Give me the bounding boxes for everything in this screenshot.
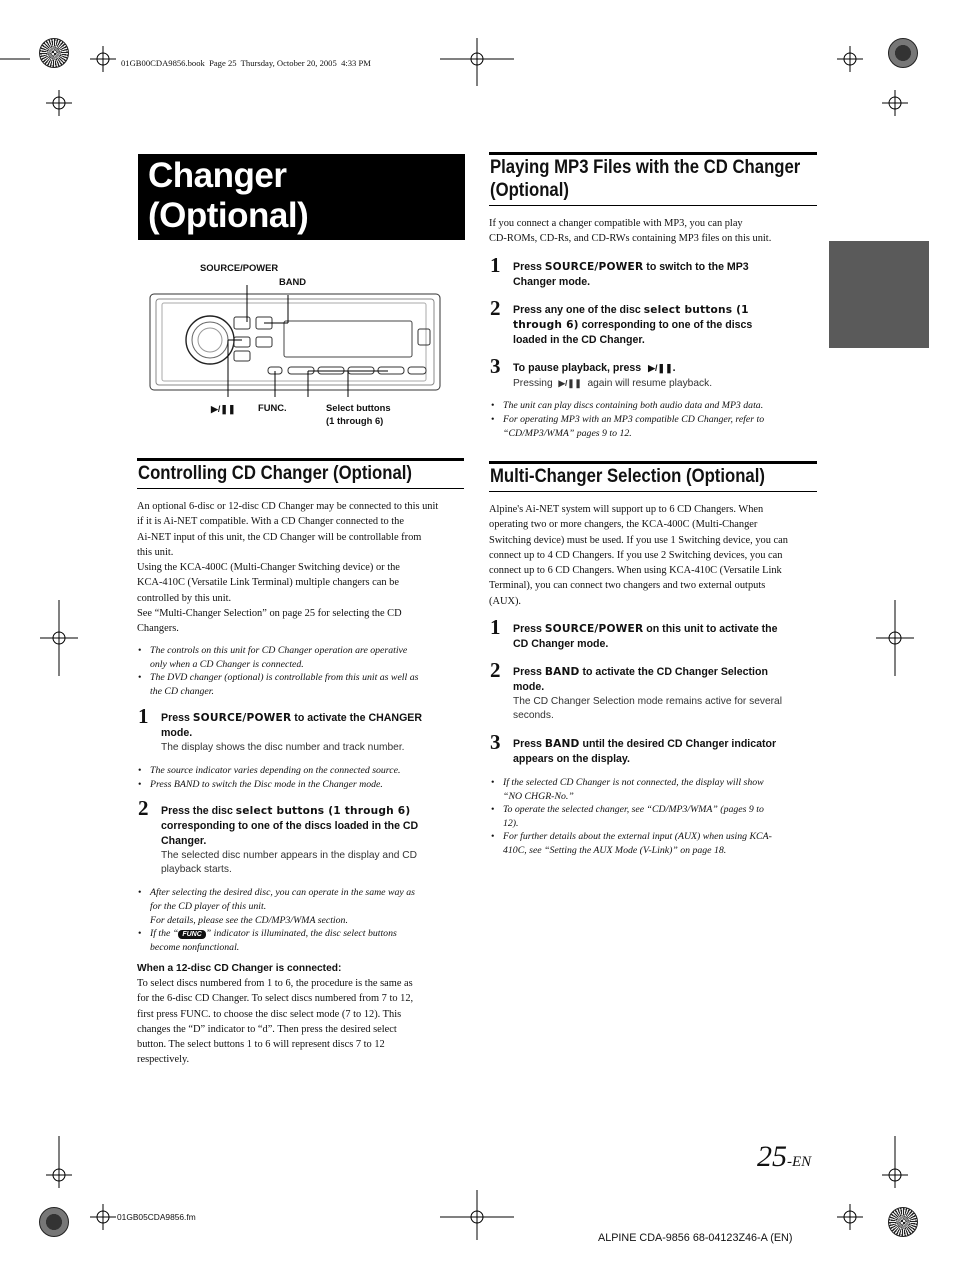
multi-step-3-text: Press BAND until the desired CD Changer indicator appears on the display. [513,738,777,765]
step-2-note-2: • If the “ FUNC ” indicator is illuminated, the disc select buttons become nonfunctional. [138,928,397,953]
section-rule-mp3 [489,152,817,155]
twelve-disc-heading: When a 12-disc CD Changer is connected: [137,963,342,974]
multi-step-1-text: Press SOURCE/POWER on this unit to activate the CD Changer mode. [513,623,778,650]
func-indicator-icon: FUNC [178,930,205,939]
play-pause-icon-small: ▶/❚❚ [558,378,582,388]
page-title-box [138,154,465,240]
mp3-step-1-text: Press SOURCE/POWER to switch to the MP3 Changer mode. [513,261,749,288]
print-header-info: 01GB00CDA9856.book Page 25 Thursday, October 20, 2005 4:33 PM [121,58,371,68]
multi-step-1-number: 1 [490,615,501,639]
mp3-step-3-number: 3 [490,354,501,378]
mp3-note-2: • For operating MP3 with an MP3 compatible CD Changer, refer to “CD/MP3/WMA” pages 9 to 12. [491,414,765,439]
section-rule-multi [489,461,817,464]
twelve-disc-text: To select discs numbered from 1 to 6, the procedure is the same as for the 6-disc CD Changer. To select discs numbered from 7 to 12, first press FUNC. to choose the disc select mode (7 to 12). This changes the “D” indicator to “d”. Then press the desired select button. The select buttons 1 to 6 will represent discs 7 to 12 respectively. [137,978,414,1066]
controlling-note-2: • The DVD changer (optional) is controllable from this unit as well as the CD changer. [138,672,419,697]
multi-step-3-number: 3 [490,730,501,754]
multi-note-3: • For further details about the external input (AUX) when using KCA- 410C, see “Setting the AUX Mode (V-Link)” on page 18. [491,831,772,856]
footer-file-ref: 01GB05CDA9856.fm [117,1212,196,1222]
section-rule-mp3-bottom [489,205,817,206]
multi-step-2-text: Press BAND to activate the CD Changer Selection mode. [513,666,768,693]
label-source-power: SOURCE/POWER [200,262,279,273]
multi-note-1: • If the selected CD Changer is not connected, the display will show “NO CHGR-No.” [491,777,764,802]
section-title-controlling: Controlling CD Changer (Optional) [138,463,412,484]
multi-note-2: • To operate the selected changer, see “CD/MP3/WMA” (pages 9 to 12). [491,804,764,829]
page-title-line-2: (Optional) [148,196,309,235]
section-thumb-tab [829,241,929,348]
mp3-intro: If you connect a changer compatible with MP3, you can play CD-ROMs, CD-Rs, and CD-RWs containing MP3 files on this unit. [489,218,772,245]
multi-intro: Alpine's Ai-NET system will support up to 6 CD Changers. When operating two or more changers, the KCA-400C (Multi-Changer Switching device) must be used. If you use 1 Switching device, you can connect up to 4 CD Changers. If you use 2 Switching devices, you can connect up to 6 CD Changers. When using KCA-410C (Versatile Link Terminal), you can connect two changers and two external outputs (AUX). [489,504,788,607]
step-2-subtext: The selected disc number appears in the display and CD playback starts. [161,850,417,875]
section-title-multi: Multi-Changer Selection (Optional) [490,466,765,487]
footer-model: ALPINE CDA-9856 68-04123Z46-A (EN) [598,1232,793,1244]
step-1-note-1: • The source indicator varies depending on the connected source. [138,765,401,776]
label-band: BAND [279,276,307,287]
label-select-buttons: Select buttons [326,402,391,413]
label-select-buttons-range: (1 through 6) [326,415,384,426]
head-unit-illustration [148,285,444,397]
label-func: FUNC. [258,402,287,413]
label-play-pause: ▶/❚❚ [211,404,236,414]
section-title-mp3-line-1: Playing MP3 Files with the CD Changer [490,157,801,178]
step-1-text: Press SOURCE/POWER to activate the CHANGER mode. [161,712,423,739]
mp3-step-2-number: 2 [490,296,501,320]
section-title-mp3-line-2: (Optional) [490,180,569,201]
multi-step-2-number: 2 [490,658,501,682]
mp3-step-1-number: 1 [490,253,501,277]
controlling-intro: An optional 6-disc or 12-disc CD Changer may be connected to this unit if it is Ai-NET compatible. With a CD Changer connected to the Ai-NET input of this unit, the CD Changer will be controllable from this unit. Using the KCA-400C (Multi-Changer Switching device) or the KCA-410C (Versatile Link Terminal) multiple changers can be controlled by this unit. See “Multi-Changer Selection” on page 25 for selecting the CD Changers. [137,501,439,635]
step-1-subtext: The display shows the disc number and track number. [161,742,405,753]
step-2-number: 2 [138,796,149,820]
mp3-step-3-subtext: Pressing ▶/❚❚ again will resume playback. [513,378,713,389]
controlling-note-1: • The controls on this unit for CD Changer operation are operative only when a CD Changer is connected. [138,645,408,670]
mp3-step-3-text: To pause playback, press ▶/❚❚. [513,362,676,374]
mp3-step-2-text: Press any one of the disc select buttons (1 through 6) corresponding to one of the discs loaded in the CD Changer. [513,304,753,346]
step-1-number: 1 [138,704,149,728]
mp3-note-1: • The unit can play discs containing both audio data and MP3 data. [491,400,764,411]
step-1-note-2: • Press BAND to switch the Disc mode in the Changer mode. [138,779,383,790]
step-2-note-1: • After selecting the desired disc, you can operate in the same way as for the CD player of this unit. For details, please see the CD/MP3/WMA section. [138,887,415,926]
multi-step-2-subtext: The CD Changer Selection mode remains active for several seconds. [513,696,782,721]
section-rule-multi-bottom [489,491,817,492]
step-2-text: Press the disc select buttons (1 through 6) corresponding to one of the discs loaded in the CD Changer. [161,805,419,847]
section-rule-controlling [137,458,464,461]
play-pause-icon: ▶/❚❚ [648,363,673,373]
page-number: 25-EN [757,1140,812,1173]
page-title-line-1: Changer [148,156,287,195]
section-rule-controlling-bottom [137,488,464,489]
